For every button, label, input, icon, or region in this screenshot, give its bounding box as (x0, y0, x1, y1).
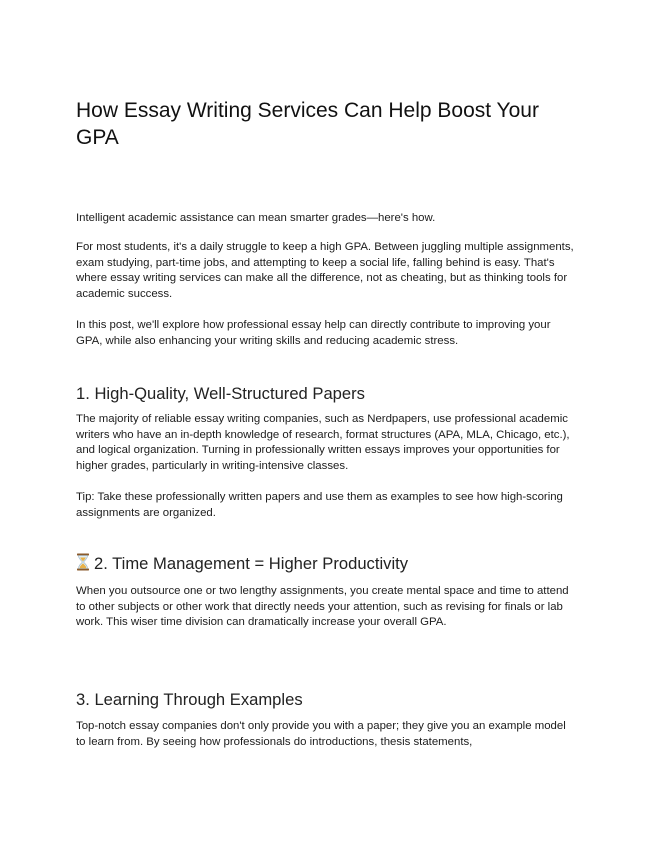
section-heading: 2. Time Management = Higher Productivity (94, 554, 409, 573)
section-paragraph: The majority of reliable essay writing companies, such as Nerdpapers, use professional academic writers who have an in-depth knowledge of research, format structures (APA, MLA, Chicago, etc.), and logical organization. Turning in professionally written essays improves your opportunities for higher grades, particularly in writing-intensive classes. (76, 413, 570, 472)
document-title: How Essay Writing Services Can Help Boost Your GPA (76, 99, 539, 149)
section-paragraph: When you outsource one or two lengthy assignments, you create mental space and time to attend to other subjects or other work that directly needs your attention, such as revising for finals or lab work. This wiser time division can dramatically increase your overall GPA. (76, 585, 569, 629)
intro-paragraph: In this post, we'll explore how professional essay help can directly contribute to improving your GPA, while also enhancing your writing skills and reducing academic stress. (76, 319, 551, 347)
section-heading-container (76, 553, 576, 575)
intro-tagline: Intelligent academic assistance can mean smarter grades—here's how. (76, 212, 436, 224)
section-paragraph: Top-notch essay companies don't only provide you with a paper; they give you an example model to learn from. By seeing how professionals do introductions, thesis statements, (76, 720, 566, 748)
section-heading: 3. Learning Through Examples (76, 690, 303, 709)
hourglass-icon (76, 553, 90, 575)
section-heading: 1. High-Quality, Well-Structured Papers (76, 384, 365, 403)
intro-paragraph: For most students, it's a daily struggle to keep a high GPA. Between juggling multiple assignments, exam studying, part-time jobs, and attempting to keep a social life, falling behind is easy. That's where essay writing services can make all the difference, not as cheating, but as thinking tools for academic success. (76, 241, 574, 300)
tip-paragraph: Tip: Take these professionally written papers and use them as examples to see how high-scoring assignments are organized. (76, 491, 563, 519)
